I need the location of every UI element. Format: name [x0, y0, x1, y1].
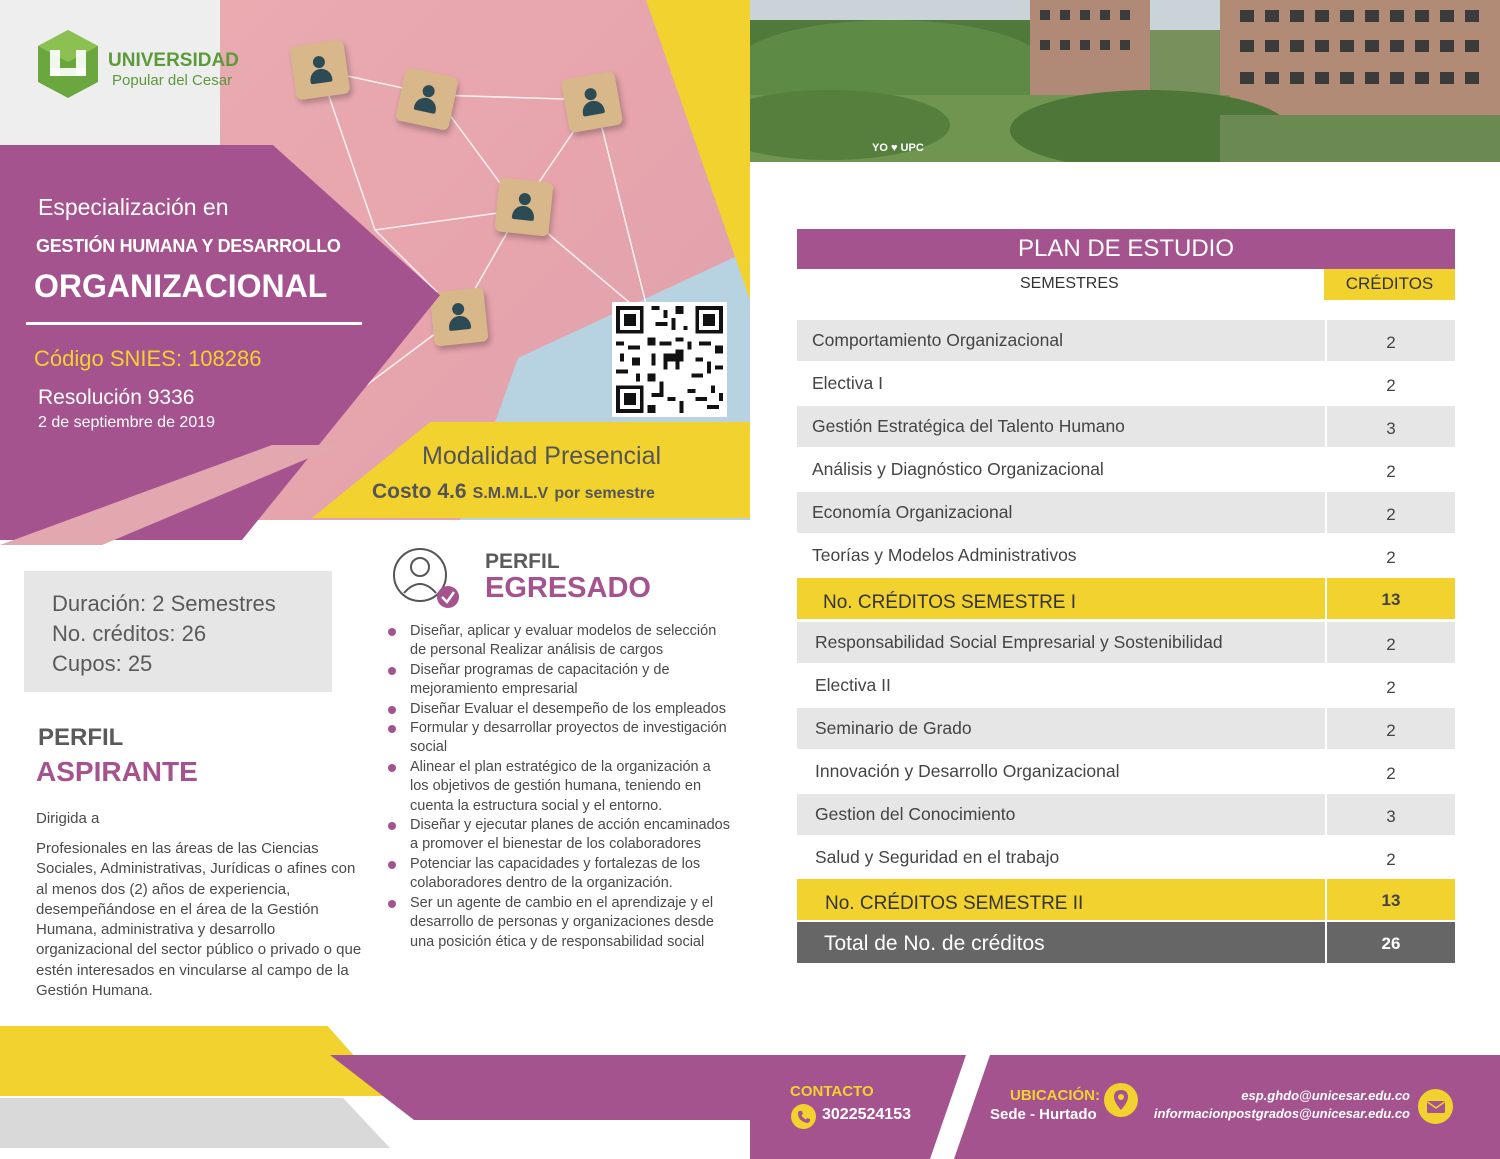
email-program[interactable]: esp.ghdo@unicesar.edu.co	[1241, 1088, 1410, 1103]
credits-text: No. créditos: 26	[52, 621, 207, 646]
list-item: Ser un agente de cambio en el aprendizaje y el desarrollo de personas y organizaciones desde una posición ética y de responsabilidad social	[386, 894, 732, 952]
credits-column-header: CRÉDITOS	[1345, 274, 1434, 293]
course-name: Innovación y Desarrollo Organizacional	[815, 761, 1120, 781]
course-name: Salud y Seguridad en el trabajo	[815, 847, 1060, 867]
course-credits: 2	[1386, 678, 1396, 697]
cost-suffix: por semestre	[554, 485, 655, 502]
applicant-profile-title: ASPIRANTE	[36, 756, 198, 787]
footer-purple-stripe	[330, 1055, 750, 1120]
grand-total-row	[797, 922, 1455, 963]
contact-label: CONTACTO	[790, 1083, 874, 1100]
campus-watermark: YO ♥ UPC	[872, 142, 924, 154]
list-item: Formular y desarrollar proyectos de investigación social	[386, 719, 732, 758]
phone-icon	[791, 1104, 816, 1129]
resolution-date: 2 de septiembre de 2019	[38, 414, 216, 431]
applicant-description: Profesionales en las áreas de las Ciencias Sociales, Administrativas, Jurídicas o afines con al menos dos (2) años de experiencia, desempeñándose en el área de la Gestión Humana, administrativa y desarrollo organizacional del sector público o privado o que estén interesados en vincularse al campo de la Gestión Humana.	[36, 840, 362, 1000]
resolution: Resolución 9336	[38, 386, 195, 409]
course-name: Teorías y Modelos Administrativos	[812, 545, 1077, 565]
course-credits: 2	[1386, 764, 1396, 783]
table-row	[797, 320, 1455, 361]
course-credits: 3	[1386, 419, 1396, 438]
list-item: Diseñar y ejecutar planes de acción encaminados a promover el bienestar de los colaboradores	[386, 816, 732, 855]
course-credits: 2	[1386, 333, 1396, 352]
graduate-profile-icon	[392, 545, 464, 613]
program-line2: GESTIÓN HUMANA Y DESARROLLO	[36, 236, 341, 256]
program-line1: Especialización en	[38, 194, 229, 220]
university-subtitle: Popular del Cesar	[112, 72, 233, 89]
grand-total-label: Total de No. de créditos	[824, 932, 1045, 955]
semester1-total-row	[797, 578, 1455, 619]
course-name: Comportamiento Organizacional	[812, 330, 1063, 350]
table-row	[797, 363, 1455, 404]
graduate-profile-label: PERFIL	[485, 550, 560, 573]
snies-code: Código SNIES: 108286	[34, 346, 262, 371]
campus-photo	[750, 0, 1500, 162]
course-credits: 2	[1386, 850, 1396, 869]
program-line3: ORGANIZACIONAL	[34, 268, 328, 304]
graduate-profile-list	[386, 622, 732, 952]
applicant-profile-label: PERFIL	[38, 724, 124, 751]
table-row	[797, 708, 1455, 749]
list-item: Diseñar programas de capacitación y de mejoramiento empresarial	[386, 661, 732, 700]
table-row	[797, 837, 1455, 878]
person-block-icon	[290, 40, 351, 101]
modality-title: Modalidad Presencial	[422, 442, 662, 470]
table-row	[797, 449, 1455, 490]
cost-value: Costo 4.6	[372, 480, 467, 503]
email-postgraduate[interactable]: informacionpostgrados@unicesar.edu.co	[1153, 1106, 1410, 1121]
list-item: Alinear el plan estratégico de la organización a los objetivos de gestión humana, teniendo en cuenta la estructura social y el entorno.	[386, 758, 732, 816]
location-value: Sede - Hurtado	[990, 1106, 1097, 1123]
title-divider	[26, 322, 362, 325]
course-credits: 2	[1386, 376, 1396, 395]
grand-total-credits: 26	[1381, 934, 1401, 953]
footer-grey-stripe	[0, 1098, 390, 1148]
course-name: Electiva I	[812, 373, 883, 393]
seats-text: Cupos: 25	[52, 651, 153, 676]
semester1-total-credits: 13	[1381, 590, 1401, 609]
course-name: Gestion del Conocimiento	[815, 804, 1016, 824]
course-credits: 3	[1386, 807, 1396, 826]
mail-icon	[1418, 1089, 1453, 1124]
person-block-icon	[494, 177, 553, 236]
table-row	[797, 406, 1455, 447]
course-credits: 2	[1386, 548, 1396, 567]
applicant-intro: Dirigida a	[36, 810, 100, 827]
duration-text: Duración: 2 Semestres	[52, 591, 276, 616]
cost-unit: S.M.M.L.V	[472, 485, 549, 502]
plan-title: PLAN DE ESTUDIO	[1017, 235, 1235, 262]
list-item: Diseñar Evaluar el desempeño de los empleados	[386, 700, 732, 719]
person-block-icon	[561, 71, 624, 134]
course-credits: 2	[1386, 505, 1396, 524]
university-name: UNIVERSIDAD	[108, 50, 239, 71]
location-label: UBICACIÓN:	[1010, 1087, 1100, 1104]
graduate-profile-title: EGRESADO	[485, 572, 651, 604]
semesters-column-header: SEMESTRES	[1020, 275, 1119, 292]
course-credits: 2	[1386, 635, 1396, 654]
semester1-total-label: No. CRÉDITOS SEMESTRE I	[823, 592, 1077, 613]
qr-code[interactable]	[612, 302, 727, 417]
course-name: Seminario de Grado	[815, 718, 972, 738]
course-name: Análisis y Diagnóstico Organizacional	[812, 459, 1104, 479]
table-row	[797, 751, 1455, 792]
table-row	[797, 492, 1455, 533]
course-name: Gestión Estratégica del Talento Humano	[812, 416, 1125, 436]
course-credits: 2	[1386, 462, 1396, 481]
table-row	[797, 535, 1455, 576]
table-row	[797, 794, 1455, 835]
table-row	[797, 665, 1455, 706]
course-name: Electiva II	[815, 675, 891, 695]
contact-phone[interactable]: 3022524153	[822, 1106, 911, 1123]
semester2-total-credits: 13	[1381, 891, 1401, 910]
course-name: Economía Organizacional	[812, 502, 1013, 522]
semester2-total-row	[797, 879, 1455, 920]
list-item: Diseñar, aplicar y evaluar modelos de selección de personal Realizar análisis de cargos	[386, 622, 732, 661]
table-row	[797, 622, 1455, 663]
list-item: Potenciar las capacidades y fortalezas de los colaboradores dentro de la organización.	[386, 855, 732, 894]
person-block-icon	[395, 67, 459, 131]
semester2-total-label: No. CRÉDITOS SEMESTRE II	[825, 893, 1084, 914]
modality-cost	[372, 478, 655, 504]
course-credits: 2	[1386, 721, 1396, 740]
footer-yellow-stripe	[0, 1026, 390, 1096]
university-logo	[36, 28, 100, 100]
course-name: Responsabilidad Social Empresarial y Sostenibilidad	[815, 632, 1223, 652]
